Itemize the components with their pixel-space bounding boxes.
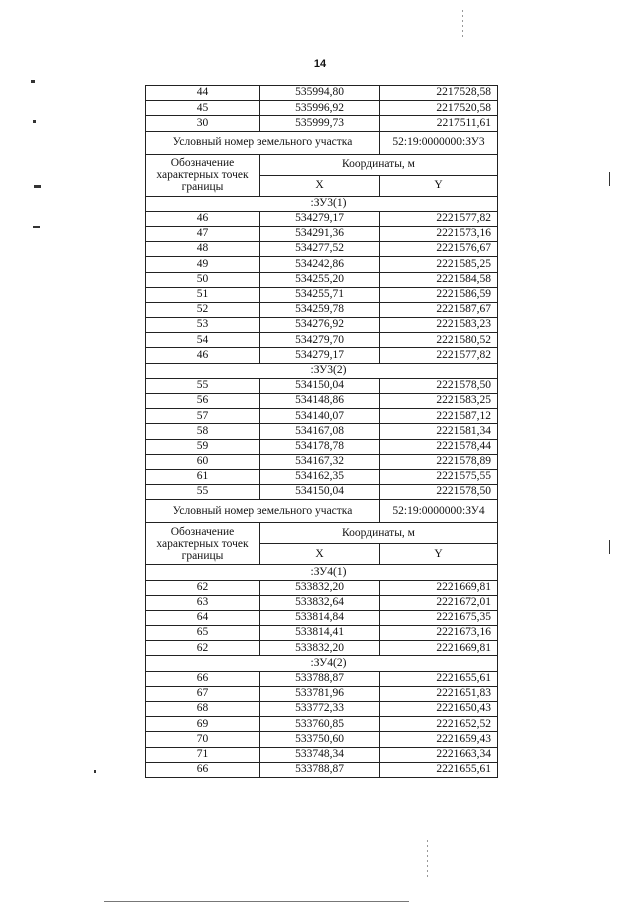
- rows-zu4-2: [146, 671, 498, 777]
- y-cell: 2221669,81: [380, 641, 498, 656]
- y-cell: 2221575,55: [380, 469, 498, 484]
- scan-mark: [94, 770, 96, 773]
- y-cell: 2221580,52: [380, 333, 498, 348]
- y-cell: 2221583,23: [380, 318, 498, 333]
- x-cell: 534167,32: [260, 454, 380, 469]
- table-row: [146, 717, 498, 732]
- x-cell: 535999,73: [260, 116, 380, 131]
- x-cell: 534162,35: [260, 469, 380, 484]
- point-cell: 65: [146, 626, 260, 641]
- point-cell: 66: [146, 762, 260, 777]
- page-number: 14: [313, 58, 327, 70]
- table-row: [146, 610, 498, 625]
- subplot-row: [146, 656, 498, 671]
- point-header: Обозначение характерных точек границы: [146, 154, 260, 196]
- plot-cadastral-number: 52:19:0000000:ЗУ3: [380, 131, 498, 154]
- y-cell: 2221578,50: [380, 485, 498, 500]
- x-header: X: [260, 175, 380, 196]
- plot-number-row: [146, 131, 498, 154]
- y-cell: 2221663,34: [380, 747, 498, 762]
- subplot-row: [146, 196, 498, 211]
- x-cell: 534150,04: [260, 485, 380, 500]
- point-cell: 45: [146, 101, 260, 116]
- y-cell: 2221583,25: [380, 394, 498, 409]
- table-row: [146, 287, 498, 302]
- y-cell: 2221587,12: [380, 409, 498, 424]
- x-cell: 534255,20: [260, 272, 380, 287]
- y-cell: 2221578,89: [380, 454, 498, 469]
- y-cell: 2221651,83: [380, 686, 498, 701]
- y-cell: 2221573,16: [380, 226, 498, 241]
- table-row: [146, 595, 498, 610]
- table-row: [146, 626, 498, 641]
- coords-header-row: [146, 154, 498, 175]
- table-row: [146, 454, 498, 469]
- y-cell: 2221577,82: [380, 348, 498, 363]
- table-row: [146, 116, 498, 131]
- point-cell: 44: [146, 86, 260, 101]
- point-cell: 51: [146, 287, 260, 302]
- table-row: [146, 686, 498, 701]
- x-cell: 534259,78: [260, 302, 380, 317]
- x-cell: 533814,84: [260, 610, 380, 625]
- bottom-rule: [104, 901, 409, 902]
- scan-mark: [33, 120, 36, 123]
- point-cell: 53: [146, 318, 260, 333]
- x-cell: 533814,41: [260, 626, 380, 641]
- scan-mark: [31, 80, 35, 83]
- y-cell: 2221675,35: [380, 610, 498, 625]
- point-cell: 62: [146, 641, 260, 656]
- y-cell: 2221652,52: [380, 717, 498, 732]
- y-cell: 2221581,34: [380, 424, 498, 439]
- x-cell: 534178,78: [260, 439, 380, 454]
- point-cell: 66: [146, 671, 260, 686]
- table-row: [146, 333, 498, 348]
- point-cell: 63: [146, 595, 260, 610]
- point-cell: 46: [146, 348, 260, 363]
- point-cell: 58: [146, 424, 260, 439]
- table-row: [146, 348, 498, 363]
- point-cell: 57: [146, 409, 260, 424]
- point-cell: 69: [146, 717, 260, 732]
- table-row: [146, 378, 498, 393]
- subplot-label: :ЗУ3(1): [146, 196, 498, 211]
- y-cell: 2221669,81: [380, 580, 498, 595]
- x-cell: 534276,92: [260, 318, 380, 333]
- point-cell: 49: [146, 257, 260, 272]
- point-cell: 46: [146, 211, 260, 226]
- plot-number-row: [146, 500, 498, 523]
- table-row: [146, 409, 498, 424]
- point-cell: 64: [146, 610, 260, 625]
- y-cell: 2221576,67: [380, 242, 498, 257]
- coords-header: Координаты, м: [260, 523, 498, 544]
- scan-mark: [609, 540, 610, 554]
- table-row: [146, 485, 498, 500]
- point-cell: 70: [146, 732, 260, 747]
- table-row: [146, 439, 498, 454]
- y-cell: 2221655,61: [380, 762, 498, 777]
- point-cell: 60: [146, 454, 260, 469]
- x-cell: 534148,86: [260, 394, 380, 409]
- coordinates-table: [145, 85, 498, 778]
- x-cell: 534279,70: [260, 333, 380, 348]
- table-row: [146, 302, 498, 317]
- x-cell: 534167,08: [260, 424, 380, 439]
- scan-mark: [609, 172, 610, 186]
- table-row: [146, 747, 498, 762]
- table-row: [146, 257, 498, 272]
- rows-zu4-1: [146, 580, 498, 656]
- point-cell: 61: [146, 469, 260, 484]
- point-cell: 48: [146, 242, 260, 257]
- y-cell: 2221586,59: [380, 287, 498, 302]
- x-cell: 533788,87: [260, 762, 380, 777]
- x-cell: 533788,87: [260, 671, 380, 686]
- y-header: Y: [380, 175, 498, 196]
- subplot-label: :ЗУ4(1): [146, 565, 498, 580]
- table-row: [146, 101, 498, 116]
- x-cell: 533781,96: [260, 686, 380, 701]
- y-cell: 2221672,01: [380, 595, 498, 610]
- point-cell: 47: [146, 226, 260, 241]
- point-cell: 71: [146, 747, 260, 762]
- y-cell: 2217528,58: [380, 86, 498, 101]
- y-cell: 2221587,67: [380, 302, 498, 317]
- table-row: [146, 732, 498, 747]
- point-header: Обозначение характерных точек границы: [146, 523, 260, 565]
- scan-dots: [462, 10, 463, 40]
- y-cell: 2221659,43: [380, 732, 498, 747]
- point-cell: 50: [146, 272, 260, 287]
- y-cell: 2221578,44: [380, 439, 498, 454]
- y-cell: 2221584,58: [380, 272, 498, 287]
- point-cell: 55: [146, 485, 260, 500]
- x-header: X: [260, 544, 380, 565]
- table-row: [146, 226, 498, 241]
- scan-dots: [427, 840, 428, 880]
- y-cell: 2221673,16: [380, 626, 498, 641]
- x-cell: 534255,71: [260, 287, 380, 302]
- scan-mark: [34, 185, 41, 188]
- point-cell: 68: [146, 702, 260, 717]
- x-cell: 534291,36: [260, 226, 380, 241]
- x-cell: 534277,52: [260, 242, 380, 257]
- x-cell: 535994,80: [260, 86, 380, 101]
- y-cell: 2217511,61: [380, 116, 498, 131]
- point-cell: 30: [146, 116, 260, 131]
- x-cell: 534242,86: [260, 257, 380, 272]
- point-cell: 62: [146, 580, 260, 595]
- subplot-row: [146, 565, 498, 580]
- point-cell: 67: [146, 686, 260, 701]
- x-cell: 535996,92: [260, 101, 380, 116]
- table-row: [146, 641, 498, 656]
- x-cell: 533832,20: [260, 580, 380, 595]
- point-cell: 56: [146, 394, 260, 409]
- subplot-row: [146, 363, 498, 378]
- rows-zu3-2: [146, 378, 498, 500]
- x-cell: 533772,33: [260, 702, 380, 717]
- table-row: [146, 86, 498, 101]
- x-cell: 533748,34: [260, 747, 380, 762]
- y-cell: 2217520,58: [380, 101, 498, 116]
- y-header: Y: [380, 544, 498, 565]
- table-row: [146, 242, 498, 257]
- table-row: [146, 469, 498, 484]
- table-row: [146, 394, 498, 409]
- x-cell: 533832,64: [260, 595, 380, 610]
- rows-zu3-1: [146, 211, 498, 363]
- y-cell: 2221655,61: [380, 671, 498, 686]
- table-row: [146, 671, 498, 686]
- table-row: [146, 318, 498, 333]
- plot-cadastral-number: 52:19:0000000:ЗУ4: [380, 500, 498, 523]
- x-cell: 534140,07: [260, 409, 380, 424]
- table-row: [146, 424, 498, 439]
- point-cell: 52: [146, 302, 260, 317]
- y-cell: 2221650,43: [380, 702, 498, 717]
- point-cell: 54: [146, 333, 260, 348]
- plot-number-label: Условный номер земельного участка: [146, 500, 380, 523]
- y-cell: 2221578,50: [380, 378, 498, 393]
- table-row: [146, 272, 498, 287]
- table-row: [146, 580, 498, 595]
- x-cell: 534279,17: [260, 348, 380, 363]
- table-row: [146, 762, 498, 777]
- point-cell: 59: [146, 439, 260, 454]
- x-cell: 533832,20: [260, 641, 380, 656]
- coords-header: Координаты, м: [260, 154, 498, 175]
- table-row: [146, 211, 498, 226]
- point-cell: 55: [146, 378, 260, 393]
- x-cell: 534279,17: [260, 211, 380, 226]
- table-row: [146, 702, 498, 717]
- coords-header-row: [146, 523, 498, 544]
- x-cell: 533750,60: [260, 732, 380, 747]
- y-cell: 2221585,25: [380, 257, 498, 272]
- x-cell: 533760,85: [260, 717, 380, 732]
- plot-number-label: Условный номер земельного участка: [146, 131, 380, 154]
- y-cell: 2221577,82: [380, 211, 498, 226]
- subplot-label: :ЗУ3(2): [146, 363, 498, 378]
- scan-mark: [33, 226, 40, 228]
- x-cell: 534150,04: [260, 378, 380, 393]
- subplot-label: :ЗУ4(2): [146, 656, 498, 671]
